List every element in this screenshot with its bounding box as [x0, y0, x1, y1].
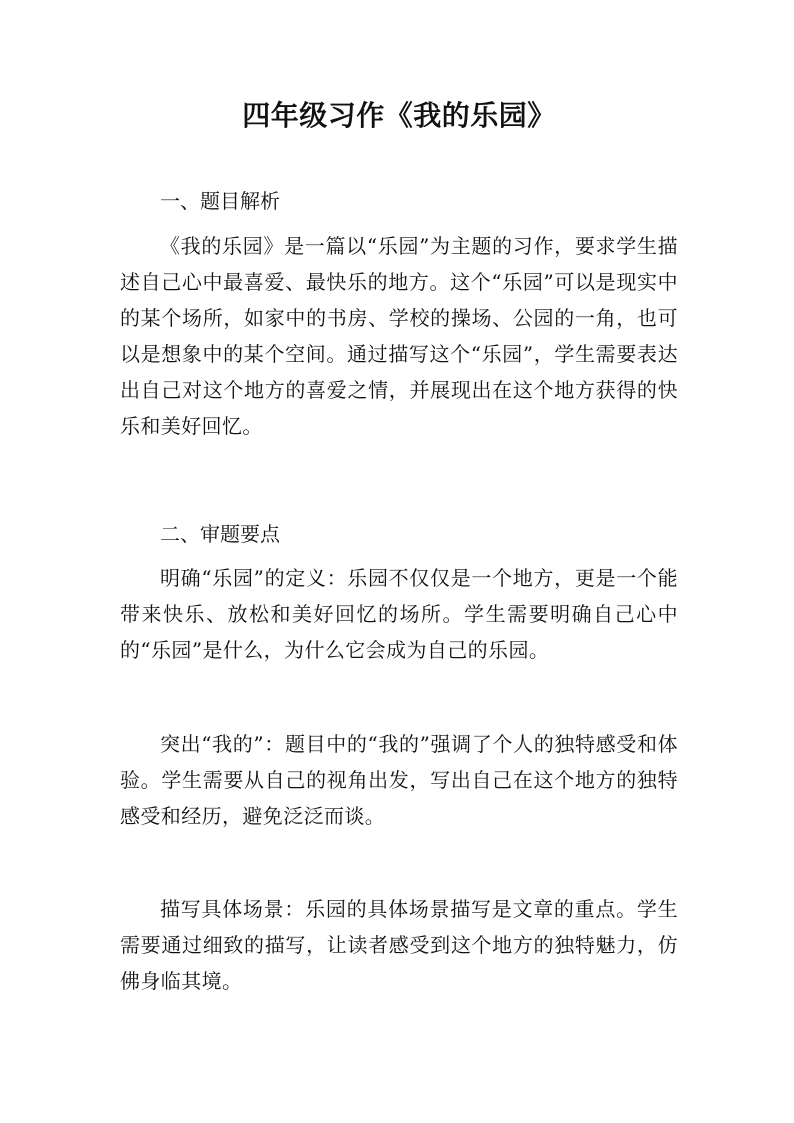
- section-heading-analysis: 一、题目解析: [160, 189, 280, 213]
- document-title: 四年级习作《我的乐园》: [242, 99, 556, 132]
- section-heading-key-points: 二、审题要点: [160, 522, 280, 546]
- section-paragraph: 明确“乐园”的定义：乐园不仅仅是一个地方，更是一个能带来快乐、放松和美好回忆的场所。学生需要明确自己心中的“乐园”是什么，为什么它会成为自己的乐园。: [120, 566, 678, 662]
- section-paragraph: 描写具体场景：乐园的具体场景描写是文章的重点。学生需要通过细致的描写，让读者感受到这个地方的独特魅力，仿佛身临其境。: [120, 897, 678, 993]
- section-paragraph: 突出“我的”：题目中的“我的”强调了个人的独特感受和体验。学生需要从自己的视角出发，写出自己在这个地方的独特感受和经历，避免泛泛而谈。: [120, 732, 678, 828]
- section-paragraph: 《我的乐园》是一篇以“乐园”为主题的习作，要求学生描述自己心中最喜爱、最快乐的地方。这个“乐园”可以是现实中的某个场所，如家中的书房、学校的操场、公园的一角，也可以是想象中的某个空间。通过描写这个“乐园”，学生需要表达出自己对这个地方的喜爱之情，并展现出在这个地方获得的快乐和美好回忆。: [120, 234, 678, 438]
